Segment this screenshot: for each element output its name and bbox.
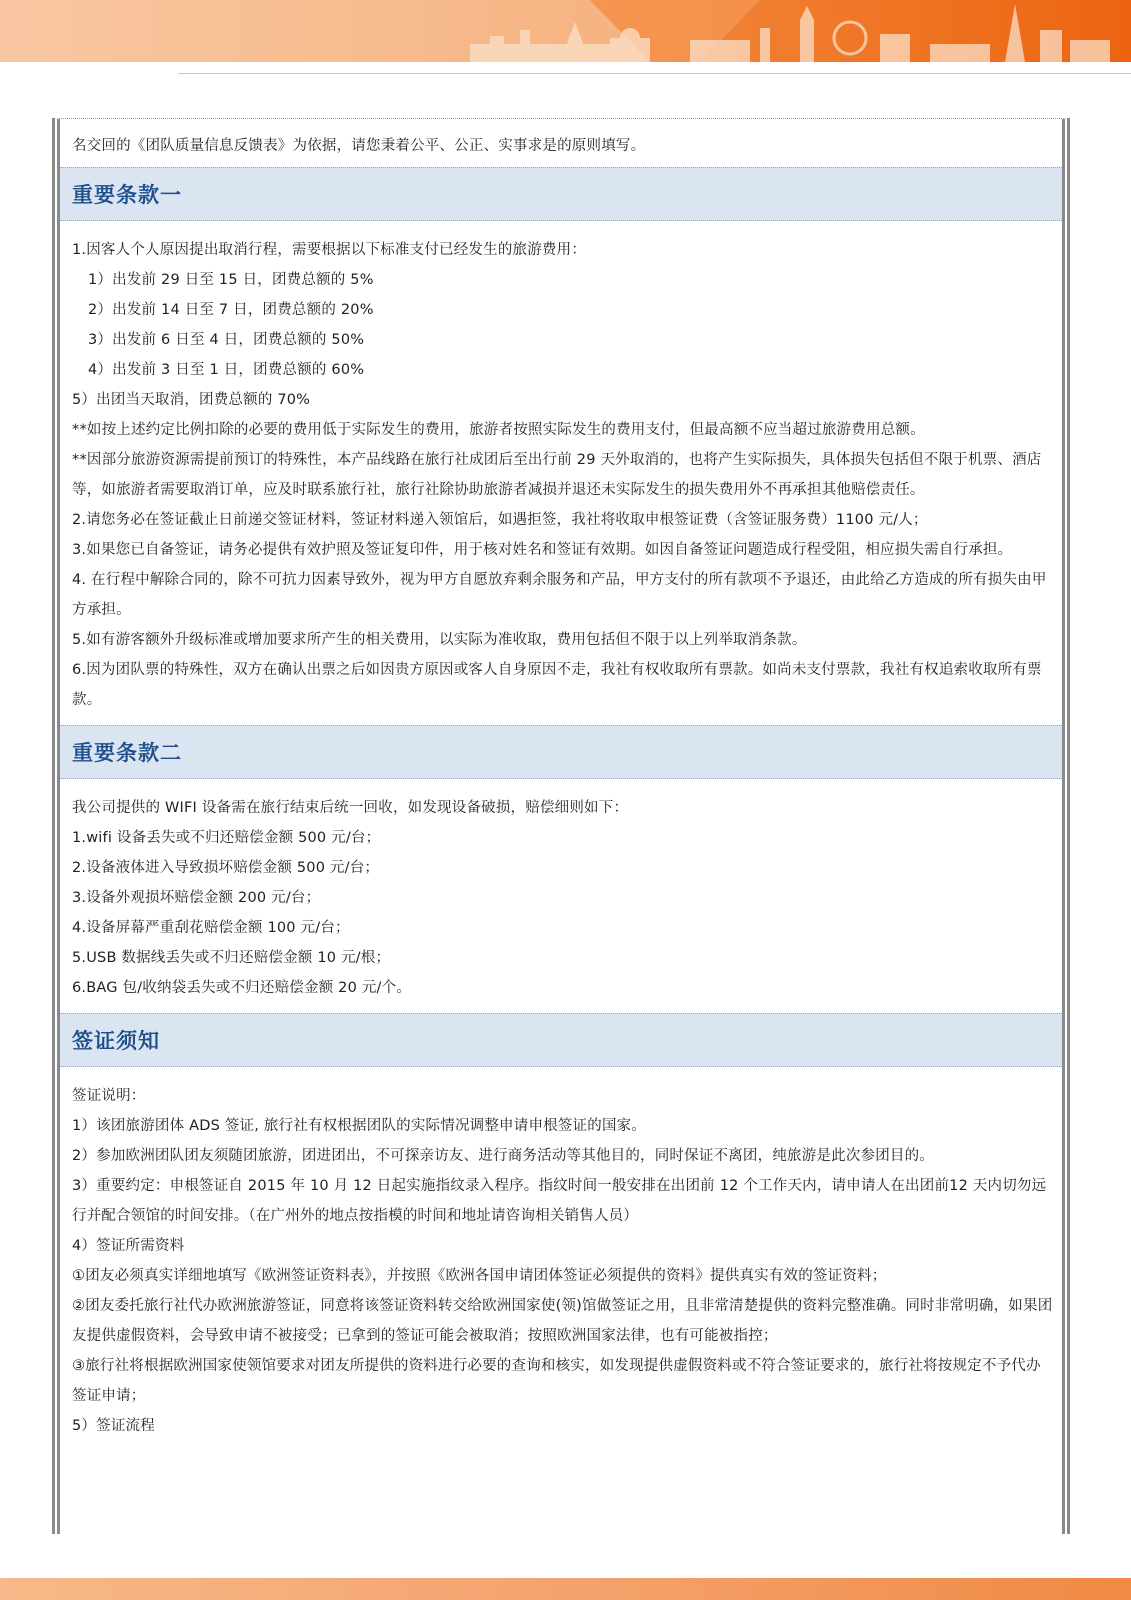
- clause-line: 1）该团旅游团体 ADS 签证, 旅行社有权根据团队的实际情况调整申请申根签证的国家。: [72, 1118, 647, 1134]
- section-header: [60, 725, 1062, 779]
- section-body: [60, 235, 1062, 725]
- clause-line: 1.wifi 设备丢失或不归还赔偿金额 500 元/台；: [72, 830, 381, 846]
- document-frame: [52, 118, 1070, 1534]
- clause-line: ③旅行社将根据欧洲国家使领馆要求对团友所提供的资料进行必要的查询和核实，如发现提供虚假资料或不符合签证要求的，旅行社将按规定不予代办签证申请；: [72, 1358, 1041, 1404]
- clause-line: 签证说明：: [72, 1088, 146, 1104]
- section-title: 重要条款一: [72, 183, 182, 207]
- header-rule: [178, 73, 1131, 74]
- section-header: [60, 167, 1062, 221]
- section-body: [60, 1081, 1062, 1451]
- clause-line: 2）出发前 14 日至 7 日，团费总额的 20%: [88, 302, 374, 318]
- footer-bar: [0, 1578, 1131, 1600]
- clause-line: 3.设备外观损坏赔偿金额 200 元/台；: [72, 890, 321, 906]
- clause-line: 4. 在行程中解除合同的，除不可抗力因素导致外，视为甲方自愿放弃剩余服务和产品，甲方支付的所有款项不予退还，由此给乙方造成的所有损失由甲方承担。: [72, 572, 1047, 618]
- clause-line: 3）出发前 6 日至 4 日，团费总额的 50%: [88, 332, 365, 348]
- clause-line: 1）出发前 29 日至 15 日，团费总额的 5%: [88, 272, 374, 288]
- clause-line: 5）出团当天取消，团费总额的 70%: [72, 392, 311, 408]
- clause-line: 4）签证所需资料: [72, 1238, 185, 1254]
- document-content: [60, 119, 1062, 1451]
- section-title: 重要条款二: [72, 741, 182, 765]
- clause-line: **因部分旅游资源需提前预订的特殊性，本产品线路在旅行社成团后至出行前 29 天外取消的，也将产生实际损失，具体损失包括但不限于机票、酒店等，如旅游者需要取消订单，应及时联系旅行社，旅行社除协助旅游者减损并退还未实际发生的损失费用外不再承担其他赔偿责任。: [72, 452, 1042, 498]
- clause-line: 3.如果您已自备签证，请务必提供有效护照及签证复印件，用于核对姓名和签证有效期。如因自备签证问题造成行程受阻，相应损失需自行承担。: [72, 542, 1013, 558]
- clause-line: 5.如有游客额外升级标准或增加要求所产生的相关费用，以实际为准收取，费用包括但不限于以上列举取消条款。: [72, 632, 807, 648]
- clause-line: 3）重要约定：申根签证自 2015 年 10 月 12 日起实施指纹录入程序。指纹时间一般安排在出团前 12 个工作天内，请申请人在出团前12 天内切勿远行并配合领馆的时间安排。（在广州外的地点按指模的时间和地址请咨询相关销售人员）: [72, 1178, 1047, 1224]
- clause-line: 4.设备屏幕严重刮花赔偿金额 100 元/台；: [72, 920, 350, 936]
- clause-line: 2）参加欧洲团队团友须随团旅游，团进团出，不可探亲访友、进行商务活动等其他目的，同时保证不离团，纯旅游是此次参团目的。: [72, 1148, 935, 1164]
- clause-line: 1.因客人个人原因提出取消行程，需要根据以下标准支付已经发生的旅游费用：: [72, 242, 587, 258]
- clause-line: 2.设备液体进入导致损坏赔偿金额 500 元/台；: [72, 860, 380, 876]
- clause-line: 4）出发前 3 日至 1 日，团费总额的 60%: [88, 362, 365, 378]
- clause-line: **如按上述约定比例扣除的必要的费用低于实际发生的费用，旅游者按照实际发生的费用支付，但最高额不应当超过旅游费用总额。: [72, 422, 925, 438]
- clause-line: 5.USB 数据线丢失或不归还赔偿金额 10 元/根；: [72, 950, 391, 966]
- header-banner: [0, 0, 1131, 62]
- section-important-terms-2: [60, 725, 1062, 1013]
- clause-line: 我公司提供的 WIFI 设备需在旅行结束后统一回收，如发现设备破损，赔偿细则如下：: [72, 800, 629, 816]
- clause-line: 6.BAG 包/收纳袋丢失或不归还赔偿金额 20 元/个。: [72, 980, 412, 996]
- clause-line: 2.请您务必在签证截止日前递交签证材料，签证材料递入领馆后，如遇拒签，我社将收取申根签证费（含签证服务费）1100 元/人；: [72, 512, 928, 528]
- intro-text: 名交回的《团队质量信息反馈表》为依据，请您秉着公平、公正、实事求是的原则填写。: [72, 138, 646, 154]
- header-banner-graphic: [0, 0, 1131, 62]
- section-important-terms-1: [60, 167, 1062, 725]
- clause-line: ②团友委托旅行社代办欧洲旅游签证，同意将该签证资料转交给欧洲国家使(领)馆做签证之用，且非常清楚提供的资料完整准确。同时非常明确，如果团友提供虚假资料，会导致申请不被接受；已拿到的签证可能会被取消；按照欧洲国家法律，也有可能被指控；: [72, 1298, 1053, 1344]
- clause-line: 6.因为团队票的特殊性，双方在确认出票之后如因贵方原因或客人自身原因不走，我社有权收取所有票款。如尚未支付票款，我社有权追索收取所有票款。: [72, 662, 1042, 708]
- section-visa-notice: [60, 1013, 1062, 1451]
- clause-line: 5）签证流程: [72, 1418, 155, 1434]
- clause-line: ①团友必须真实详细地填写《欧洲签证资料表》，并按照《欧洲各国申请团体签证必须提供的资料》提供真实有效的签证资料；: [72, 1268, 887, 1284]
- section-header: [60, 1013, 1062, 1067]
- section-body: [60, 793, 1062, 1013]
- section-title: 签证须知: [72, 1029, 160, 1053]
